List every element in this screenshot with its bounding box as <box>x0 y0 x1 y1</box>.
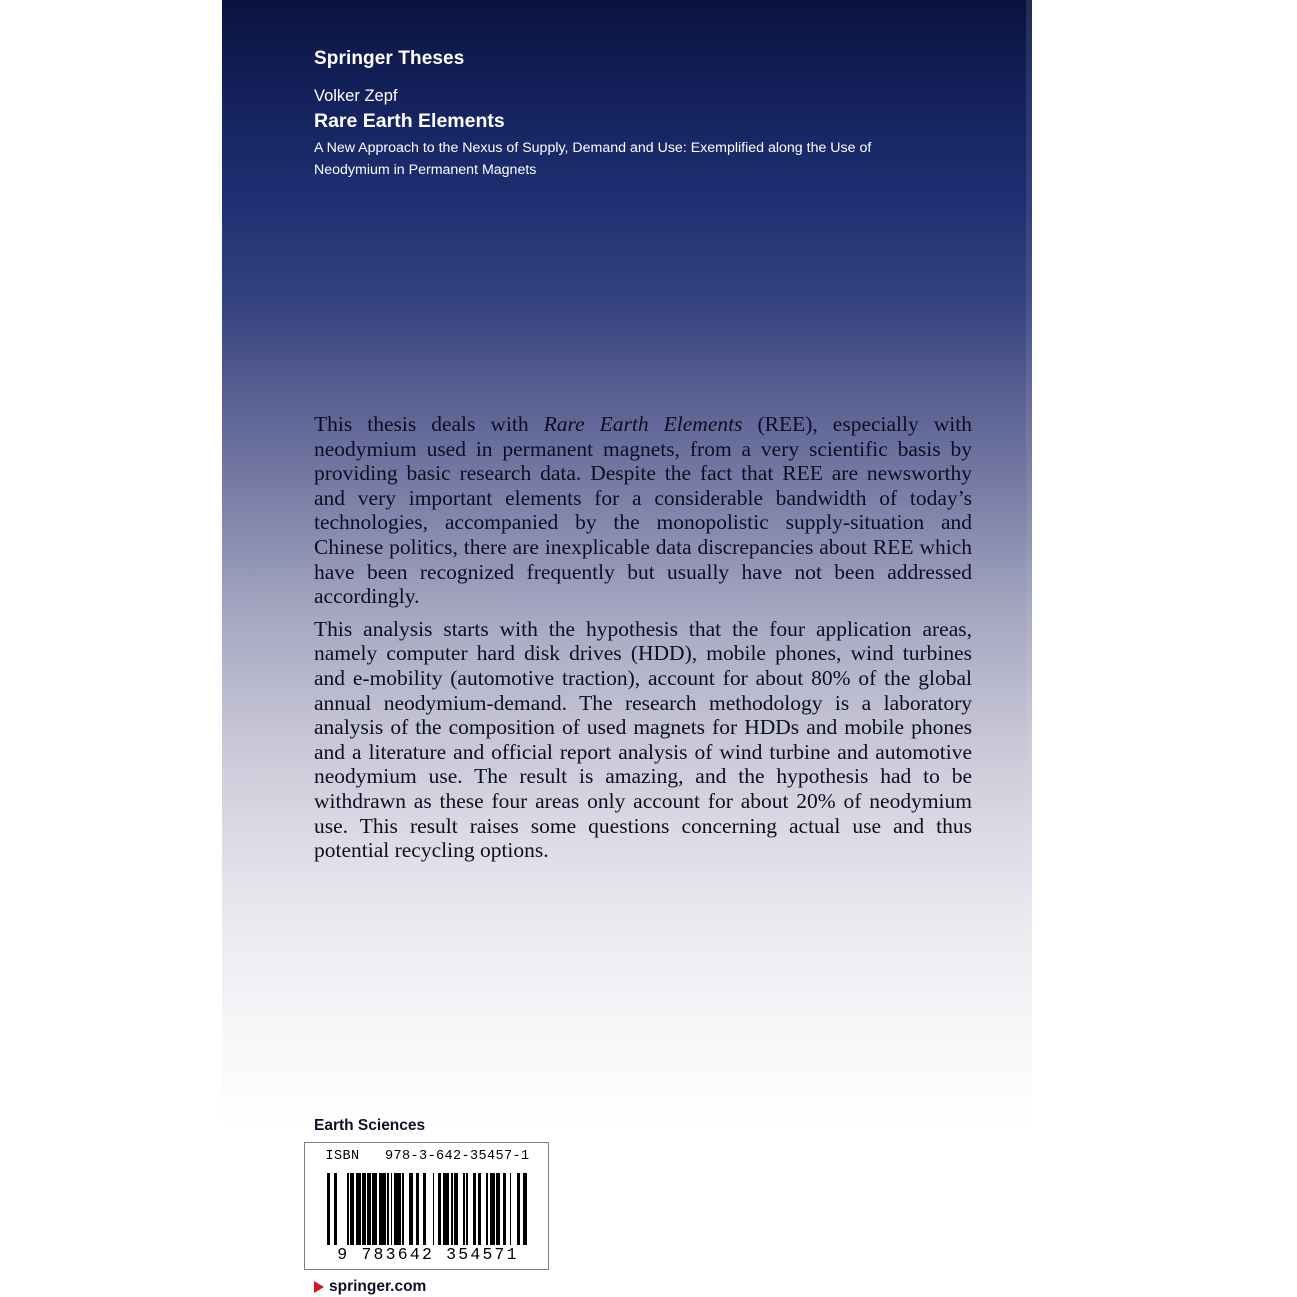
subject-category: Earth Sciences <box>314 1117 426 1134</box>
publisher-logo[interactable] <box>314 1278 426 1296</box>
blurb-p1-part-2: (REE), especially with neodymium used in permanent magnets, from a very scientific basis by providing basic research data. Despite the fact that REE are newsworthy and very important elements for a considerable bandwidth of today’s technologies, accompanied by the monopolistic supply-situation and Chinese politics, there are inexplicable data discrepancies about REE which have been recognized frequently but usually have not been addressed accordingly. <box>314 412 972 609</box>
isbn-line <box>305 1149 550 1164</box>
isbn-number: 978-3-642-35457-1 <box>385 1149 530 1164</box>
back-cover-blurb <box>314 412 972 871</box>
book-back-cover <box>222 0 1032 1297</box>
barcode-bars <box>327 1173 527 1245</box>
barcode-block <box>304 1142 549 1270</box>
isbn-label: ISBN <box>325 1149 360 1164</box>
blurb-p1-italic-term: Rare Earth Elements <box>543 412 743 436</box>
springer-url-text: springer.com <box>329 1278 427 1295</box>
barcode-ean-digits: 9 783642 354571 <box>337 1245 519 1264</box>
springer-triangle-icon <box>314 1281 324 1293</box>
author-name: Volker Zepf <box>314 87 398 105</box>
blurb-paragraph-1 <box>314 412 972 609</box>
blurb-p1-part-1: This thesis deals with <box>314 412 544 436</box>
book-subtitle: A New Approach to the Nexus of Supply, Demand and Use: Exemplified along the Use of Neodymium in Permanent Magnets <box>314 140 872 178</box>
blurb-paragraph-2: This analysis starts with the hypothesis that the four application areas, namely computer hard disk drives (HDD), mobile phones, wind turbines and e-mobility (automotive traction), account for about 80% of the global annual neodymium-demand. The research methodology is a laboratory analysis of the composition of used magnets for HDDs and mobile phones and a literature and official report analysis of wind turbine and automotive neodymium use. The result is amazing, and the hypothesis had to be withdrawn as these four areas only account for about 20% of neodymium use. This result raises some questions concerning actual use and thus potential recycling options. <box>314 616 972 863</box>
book-title: Rare Earth Elements <box>314 110 505 132</box>
series-name: Springer Theses <box>314 48 465 69</box>
